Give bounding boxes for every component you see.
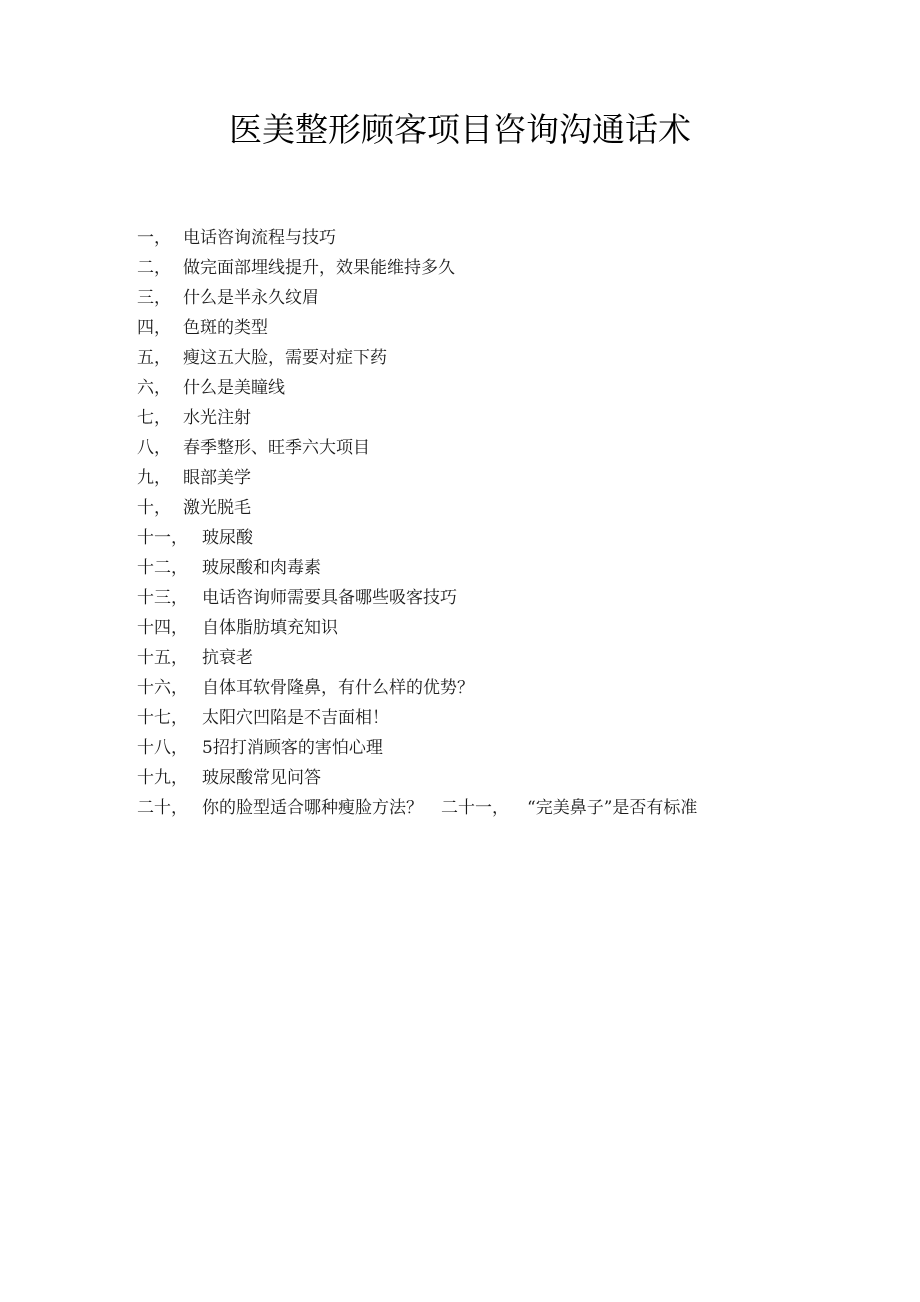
toc-item-number: 十一， — [137, 528, 188, 548]
toc-item-number: 二十， — [137, 798, 188, 818]
toc-item-text: 做完面部埋线提升，效果能维持多久 — [183, 258, 455, 278]
toc-item-text: 色斑的类型 — [183, 318, 268, 338]
toc-item-text: 玻尿酸 — [202, 528, 253, 548]
toc-item — [137, 553, 837, 583]
toc-item — [137, 373, 837, 403]
table-of-contents — [137, 223, 837, 823]
toc-item — [137, 733, 837, 763]
toc-item-number: 二十一， — [441, 798, 509, 818]
toc-item-text: 激光脱毛 — [183, 498, 251, 518]
toc-item-number: 十八， — [137, 738, 188, 758]
toc-item-text: 眼部美学 — [183, 468, 251, 488]
toc-item-text: “完美鼻子”是否有标准 — [527, 798, 698, 818]
toc-item-number: 十六， — [137, 678, 188, 698]
toc-item-number: 十四， — [137, 618, 188, 638]
toc-item — [137, 673, 837, 703]
toc-item — [137, 703, 837, 733]
toc-item — [137, 583, 837, 613]
toc-item-number: 十三， — [137, 588, 188, 608]
toc-item-number: 三， — [137, 288, 171, 308]
toc-item — [137, 313, 837, 343]
toc-item — [137, 283, 837, 313]
toc-item-number: 二， — [137, 258, 171, 278]
toc-item-number: 十二， — [137, 558, 188, 578]
toc-item-text: 电话咨询流程与技巧 — [183, 228, 336, 248]
toc-item-number: 四， — [137, 318, 171, 338]
toc-item-number: 七， — [137, 408, 171, 428]
toc-item — [137, 763, 837, 793]
toc-item — [137, 523, 837, 553]
toc-item-text: 春季整形、旺季六大项目 — [183, 438, 370, 458]
toc-item-text: 自体脂肪填充知识 — [202, 618, 338, 638]
toc-item-number: 九， — [137, 468, 171, 488]
toc-item-text: 玻尿酸常见问答 — [202, 768, 321, 788]
toc-item-text: 抗衰老 — [202, 648, 253, 668]
toc-item — [137, 643, 837, 673]
toc-item-text: 自体耳软骨隆鼻，有什么样的优势？ — [202, 678, 474, 698]
toc-item-text: 什么是美瞳线 — [183, 378, 285, 398]
toc-item-number: 五， — [137, 348, 171, 368]
toc-item — [137, 493, 837, 523]
toc-item-number: 六， — [137, 378, 171, 398]
toc-item — [137, 343, 837, 373]
toc-item — [137, 253, 837, 283]
toc-item-text: 玻尿酸和肉毒素 — [202, 558, 321, 578]
toc-item-text: 太阳穴凹陷是不吉面相！ — [202, 708, 389, 728]
toc-item-number: 一， — [137, 228, 171, 248]
toc-item-text: 你的脸型适合哪种瘦脸方法？ — [202, 798, 423, 818]
document-title: 医美整形顾客项目咨询沟通话术 — [229, 110, 691, 149]
toc-item-text: 什么是半永久纹眉 — [183, 288, 319, 308]
toc-item-number: 八， — [137, 438, 171, 458]
toc-item-text: 电话咨询师需要具备哪些吸客技巧 — [202, 588, 457, 608]
toc-item-text: 5招打消顾客的害怕心理 — [202, 738, 383, 758]
toc-item-text: 水光注射 — [183, 408, 251, 428]
toc-item — [137, 613, 837, 643]
toc-item-number: 十， — [137, 498, 171, 518]
toc-item — [137, 403, 837, 433]
toc-item — [137, 433, 837, 463]
toc-item — [137, 223, 837, 253]
toc-item — [137, 793, 837, 823]
toc-item-number: 十五， — [137, 648, 188, 668]
toc-item-text: 瘦这五大脸，需要对症下药 — [183, 348, 387, 368]
toc-item-number: 十七， — [137, 708, 188, 728]
toc-item — [137, 463, 837, 493]
toc-item-number: 十九， — [137, 768, 188, 788]
